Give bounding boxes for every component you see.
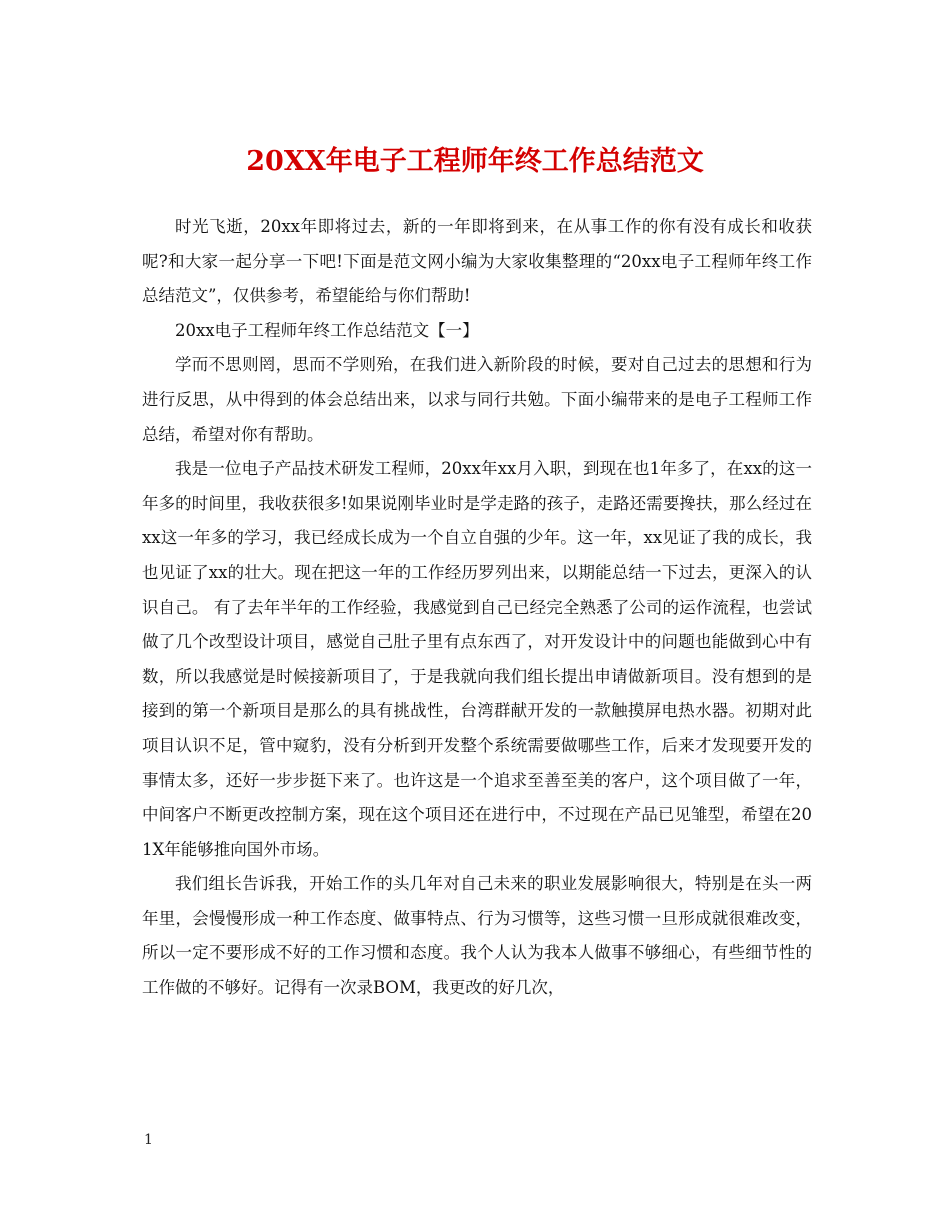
document-body <box>142 210 812 1006</box>
paragraph-experience: 我是一位电子产品技术研发工程师，20xx年xx月入职，到现在也1年多了，在xx的这一年多的时间里，我收获很多!如果说刚毕业时是学走路的孩子，走路还需要搀扶，那么经过在xx这一年多的学习，我已经成长成为一个自立自强的少年。这一年，xx见证了我的成长，我也见证了xx的壮大。现在把这一年的工作经历罗列出来，以期能总结一下过去，更深入的认识自己。 有了去年半年的工作经验，我感觉到自己已经完全熟悉了公司的运作流程，也尝试做了几个改型设计项目，感觉自己肚子里有点东西了，对开发设计中的问题也能做到心中有数，所以我感觉是时候接新项目了，于是我就向我们组长提出申请做新项目。没有想到的是接到的第一个新项目是那么的具有挑战性，台湾群献开发的一款触摸屏电热水器。初期对此项目认识不足，管中窥豹，没有分析到开发整个系统需要做哪些工作，后来才发现要开发的事情太多，还好一步步挺下来了。也许这是一个追求至善至美的客户，这个项目做了一年，中间客户不断更改控制方案，现在这个项目还在进行中，不过现在产品已见雏型，希望在201X年能够推向国外市场。 <box>142 459 812 859</box>
document-title: 20XX年电子工程师年终工作总结范文 <box>246 146 704 177</box>
paragraph-reflection: 学而不思则罔，思而不学则殆，在我们进入新阶段的时候，要对自己过去的思想和行为进行反思，从中得到的体会总结出来，以求与同行共勉。下面小编带来的是电子工程师工作总结，希望对你有帮助。 <box>142 355 812 444</box>
paragraph-habits: 我们组长告诉我，开始工作的头几年对自己未来的职业发展影响很大，特别是在头一两年里，会慢慢形成一种工作态度、做事特点、行为习惯等，这些习惯一旦形成就很难改变，所以一定不要形成不好的工作习惯和态度。我个人认为我本人做事不够细心，有些细节性的工作做的不够好。记得有一次录BOM，我更改的好几次， <box>142 874 812 998</box>
section-heading: 20xx电子工程师年终工作总结范文【一】 <box>175 320 479 340</box>
page-number: 1 <box>144 1132 153 1148</box>
paragraph-intro: 时光飞逝，20xx年即将过去，新的一年即将到来，在从事工作的你有没有成长和收获呢?和大家一起分享一下吧!下面是范文网小编为大家收集整理的“20xx电子工程师年终工作总结范文”，仅供参考，希望能给与你们帮助! <box>142 217 812 306</box>
